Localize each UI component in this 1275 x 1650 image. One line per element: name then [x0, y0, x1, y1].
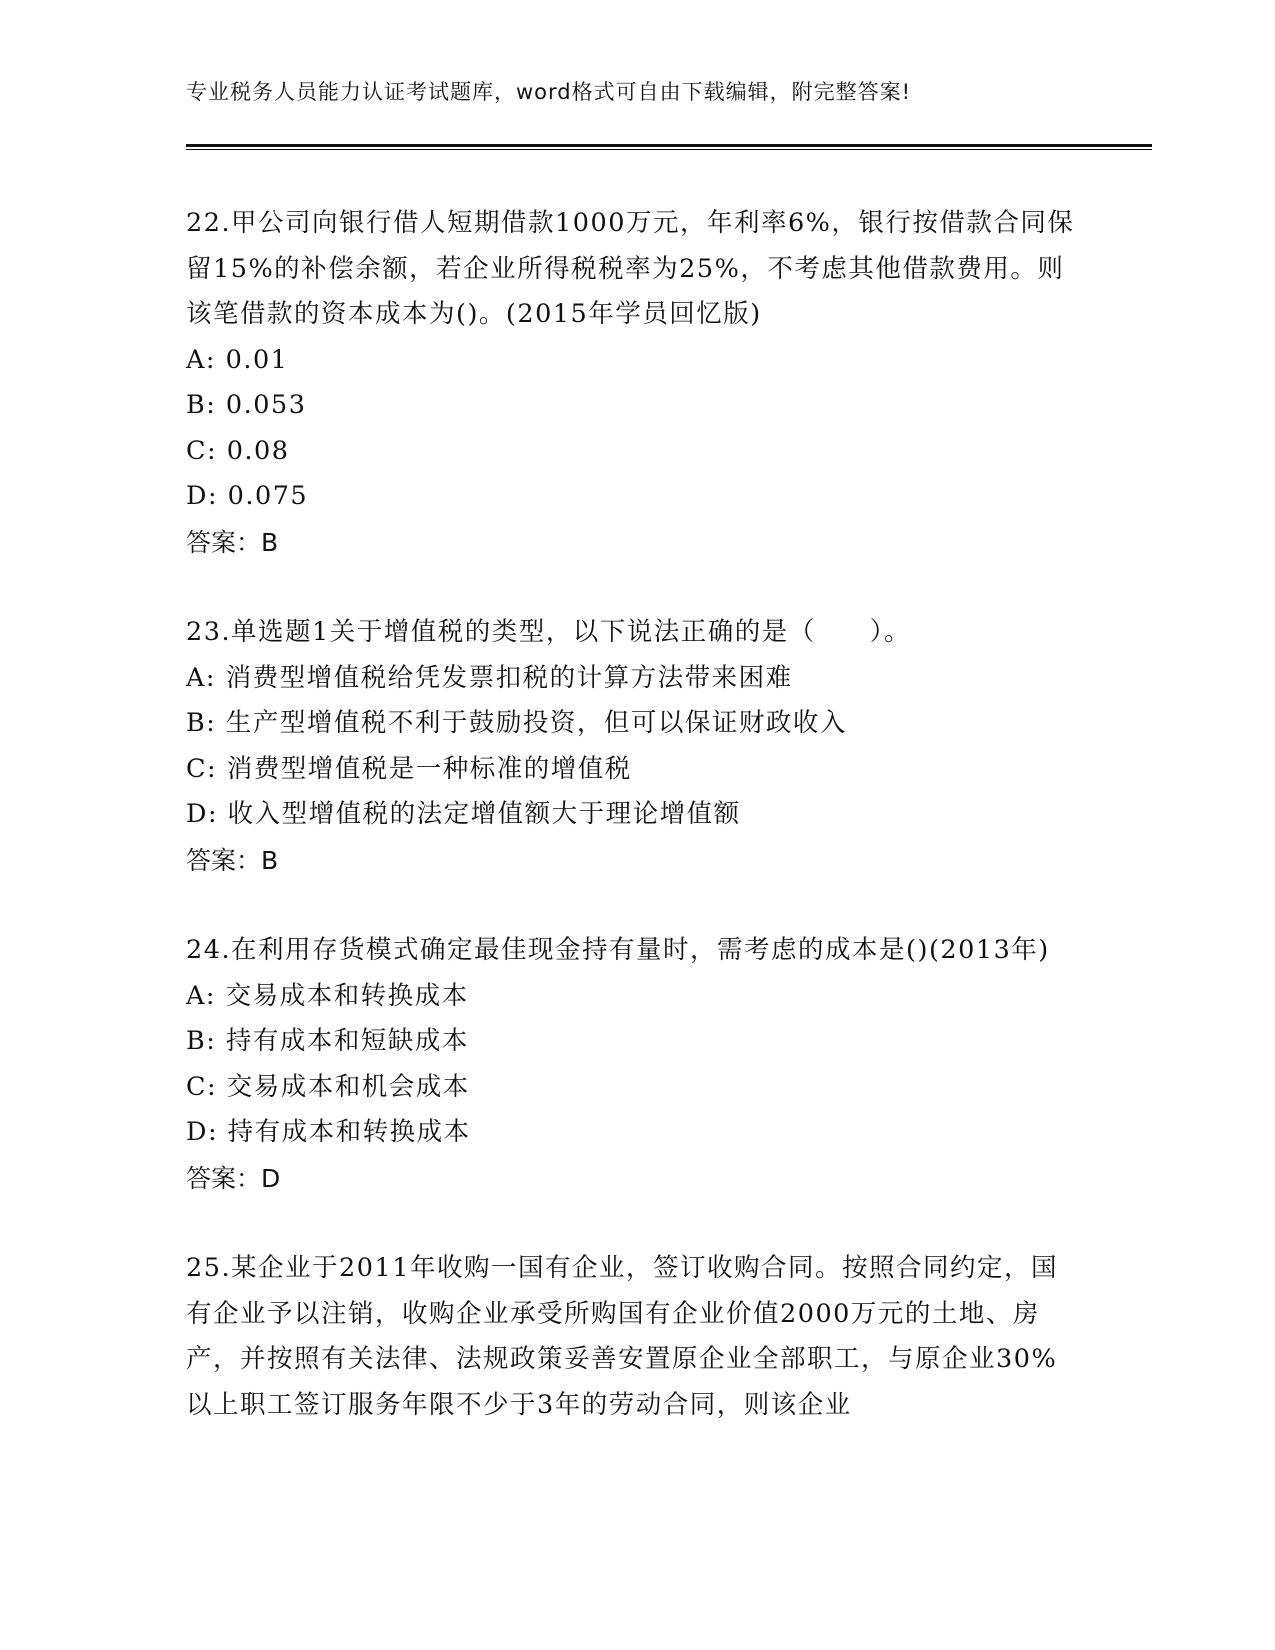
- question-22: [186, 201, 1076, 565]
- answer-label: 答案：B: [186, 845, 279, 875]
- option-d: D: 0.075: [186, 481, 309, 511]
- question-text: 25.某企业于2011年收购一国有企业，签订收购合同。按照合同约定，国有企业予以注销，收购企业承受所购国有企业价值2000万元的土地、房产，并按照有关法律、法规政策妥善安置原企业全部职工，与原企业30%以上职工签订服务年限不少于3年的劳动合同，则该企业: [186, 1253, 1058, 1420]
- question-text: 24.在利用存货模式确定最佳现金持有量时，需考虑的成本是()(2013年): [186, 935, 1050, 965]
- question-text: 23.单选题1关于增值税的类型，以下说法正确的是（ ）。: [186, 617, 912, 647]
- option-c: C: 消费型增值税是一种标准的增值税: [186, 753, 632, 784]
- option-b: B: 生产型增值税不利于鼓励投资，但可以保证财政收入: [186, 708, 847, 738]
- question-25: [186, 1246, 1076, 1428]
- option-c: C: 交易成本和机会成本: [186, 1071, 470, 1102]
- header-divider-thin: [186, 149, 1152, 150]
- option-c: C: 0.08: [186, 435, 290, 466]
- option-a: A: 交易成本和转换成本: [186, 980, 469, 1011]
- answer-label: 答案：D: [186, 1163, 281, 1193]
- option-a: A: 0.01: [186, 344, 289, 375]
- question-23: [186, 610, 1076, 883]
- question-text: 22.甲公司向银行借人短期借款1000万元，年利率6%，银行按借款合同保留15%的补偿余额，若企业所得税税率为25%，不考虑其他借款费用。则该笔借款的资本成本为()。(2015年学员回忆版): [186, 208, 1075, 329]
- answer-label: 答案：B: [186, 527, 279, 557]
- question-list: [186, 201, 1076, 1473]
- option-b: B: 0.053: [186, 390, 307, 420]
- option-b: B: 持有成本和短缺成本: [186, 1026, 469, 1056]
- option-a: A: 消费型增值税给凭发票扣税的计算方法带来困难: [186, 662, 793, 693]
- option-d: D: 持有成本和转换成本: [186, 1117, 471, 1147]
- question-24: [186, 928, 1076, 1201]
- option-d: D: 收入型增值税的法定增值额大于理论增值额: [186, 799, 741, 829]
- header-divider: [186, 144, 1152, 147]
- page-header: 专业税务人员能力认证考试题库，word格式可自由下载编辑，附完整答案!: [186, 80, 912, 104]
